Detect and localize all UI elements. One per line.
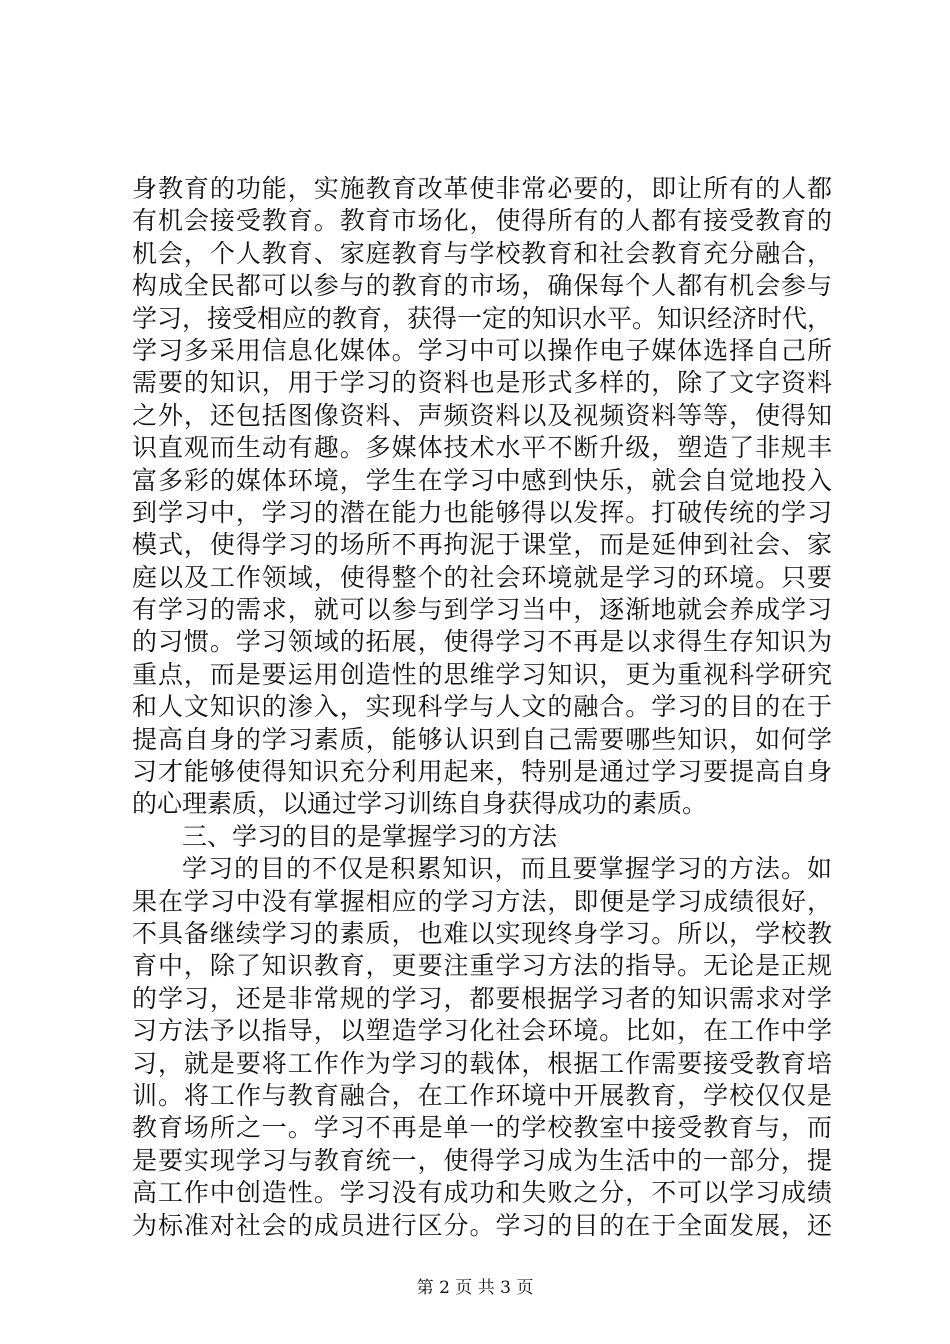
text-line: 需要的知识，用于学习的资料也是形式多样的，除了文字资料 (132, 368, 832, 398)
text-line: 识直观而生动有趣。多媒体技术水平不断升级，塑造了非规丰 (132, 433, 832, 463)
text-line: 不具备继续学习的素质，也难以实现终身学习。所以，学校教 (132, 918, 832, 948)
text-line: 富多彩的媒体环境，学生在学习中感到快乐，就会自觉地投入 (132, 465, 832, 495)
text-line: 构成全民都可以参与的教育的市场，确保每个人都有机会参与 (132, 271, 832, 301)
text-line: 育中，除了知识教育，更要注重学习方法的指导。无论是正规 (132, 951, 832, 981)
text-line: 机会，个人教育、家庭教育与学校教育和社会教育充分融合， (132, 238, 832, 268)
text-line: 学习，接受相应的教育，获得一定的知识水平。知识经济时代， (132, 303, 833, 333)
text-line: 学习多采用信息化媒体。学习中可以操作电子媒体选择自己所 (132, 335, 832, 365)
text-line: 有机会接受教育。教育市场化，使得所有的人都有接受教育的 (132, 206, 832, 236)
text-line: 有学习的需求，就可以参与到学习当中，逐渐地就会养成学习 (132, 595, 832, 625)
text-line: 的学习，还是非常规的学习，都要根据学习者的知识需求对学 (132, 983, 832, 1013)
text-line: 是要实现学习与教育统一，使得学习成为生活中的一部分，提 (132, 1145, 832, 1175)
text-line: 重点，而是要运用创造性的思维学习知识，更为重视科学研究 (132, 659, 832, 689)
text-line: 身教育的功能，实施教育改革使非常必要的，即让所有的人都 (132, 174, 832, 203)
text-line: 习才能够使得知识充分利用起来，特别是通过学习要提高自身 (132, 757, 832, 787)
text-line: 学习的目的不仅是积累知识，而且要掌握学习的方法。如 (182, 854, 832, 884)
text-line: 习，就是要将工作作为学习的载体，根据工作需要接受教育培 (132, 1048, 832, 1078)
text-line: 的习惯。学习领域的拓展，使得学习不再是以求得生存知识为 (132, 627, 832, 657)
text-line: 模式，使得学习的场所不再拘泥于课堂，而是延伸到社会、家 (132, 530, 832, 560)
page-footer: 第 2 页 共 3 页 (416, 1278, 534, 1298)
text-line: 和人文知识的渗入，实现科学与人文的融合。学习的目的在于 (132, 692, 832, 722)
text-line: 训。将工作与教育融合，在工作环境中开展教育，学校仅仅是 (132, 1080, 832, 1110)
text-line: 教育场所之一。学习不再是单一的学校教室中接受教育与，而 (132, 1113, 832, 1143)
text-line: 高工作中创造性。学习没有成功和失败之分，不可以学习成绩 (132, 1178, 832, 1208)
section-heading: 三、学习的目的是掌握学习的方法 (182, 821, 558, 851)
text-line: 为标准对社会的成员进行区分。学习的目的在于全面发展，还 (132, 1210, 832, 1240)
text-line: 的心理素质，以通过学习训练自身获得成功的素质。 (132, 789, 708, 819)
text-line: 习方法予以指导，以塑造学习化社会环境。比如，在工作中学 (132, 1016, 832, 1046)
text-line: 果在学习中没有掌握相应的学习方法，即便是学习成绩很好， (132, 886, 832, 916)
text-line: 庭以及工作领域，使得整个的社会环境就是学习的环境。只要 (132, 562, 832, 592)
body-text (132, 173, 832, 1242)
text-line: 到学习中，学习的潜在能力也能够得以发挥。打破传统的学习 (132, 497, 832, 527)
text-line: 提高自身的学习素质，能够认识到自己需要哪些知识，如何学 (132, 724, 832, 754)
text-line: 之外，还包括图像资料、声频资料以及视频资料等等，使得知 (132, 400, 832, 430)
